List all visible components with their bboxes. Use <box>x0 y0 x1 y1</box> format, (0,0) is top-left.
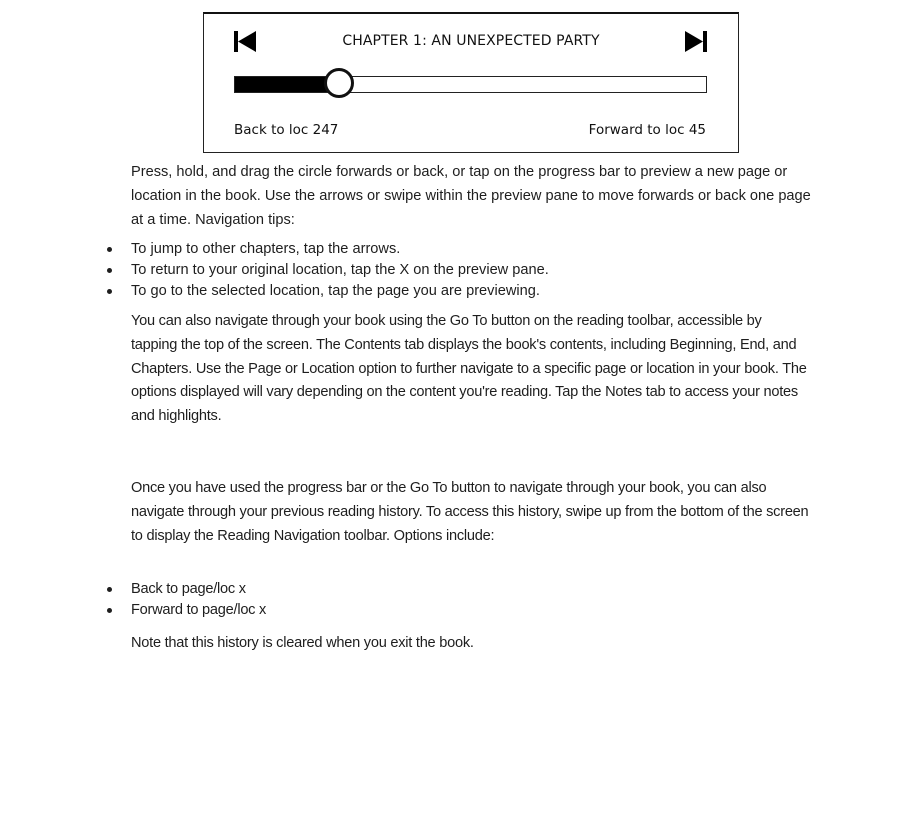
intro-paragraph: Press, hold, and drag the circle forwards or back, or tap on the progress bar to preview a new page or location in the book. Use the arrows or swipe within the preview pane to move forwards or back one page at a time. Navigation tips: <box>131 164 811 228</box>
progress-bar[interactable] <box>234 76 707 93</box>
list-item <box>0 239 800 260</box>
bullet-icon <box>107 608 112 613</box>
bullet-icon <box>107 587 112 592</box>
history-paragraph: Once you have used the progress bar or the Go To button to navigate through your book, you can also navigate through your previous reading history. To access this history, swipe up from the bottom of the screen to display the Reading Navigation toolbar. Options include: <box>131 480 809 544</box>
navigation-tips-list <box>0 239 800 302</box>
history-options-list <box>0 579 800 621</box>
tip-text: To return to your original location, tap the X on the preview pane. <box>131 262 549 278</box>
back-to-location-link[interactable]: Back to loc 247 <box>234 122 339 138</box>
option-text: Forward to page/loc x <box>131 602 267 618</box>
chapter-title: CHAPTER 1: AN UNEXPECTED PARTY <box>342 33 600 49</box>
goto-paragraph: You can also navigate through your book using the Go To button on the reading toolbar, accessible by tapping the top of the screen. The Contents tab displays the book's contents, including Beginning, End, and Chapters. Use the Page or Location option to further navigate to a specific page or location in your book. The options displayed will vary depending on the content you're reading. Tap the Notes tab to access your notes and highlights. <box>131 313 807 425</box>
option-text: Back to page/loc x <box>131 581 246 597</box>
list-item <box>0 579 800 600</box>
skip-next-icon[interactable] <box>685 31 707 52</box>
forward-to-location-link[interactable]: Forward to loc 45 <box>588 122 706 138</box>
bullet-icon <box>107 289 112 294</box>
tip-text: To go to the selected location, tap the page you are previewing. <box>131 283 540 299</box>
history-note: Note that this history is cleared when you exit the book. <box>131 635 474 651</box>
bullet-icon <box>107 247 112 252</box>
list-item <box>0 281 800 302</box>
bullet-icon <box>107 268 112 273</box>
progress-slider-handle[interactable] <box>324 68 354 98</box>
list-item <box>0 260 800 281</box>
reading-progress-figure <box>203 12 739 153</box>
tip-text: To jump to other chapters, tap the arrows. <box>131 241 401 257</box>
list-item <box>0 600 800 621</box>
